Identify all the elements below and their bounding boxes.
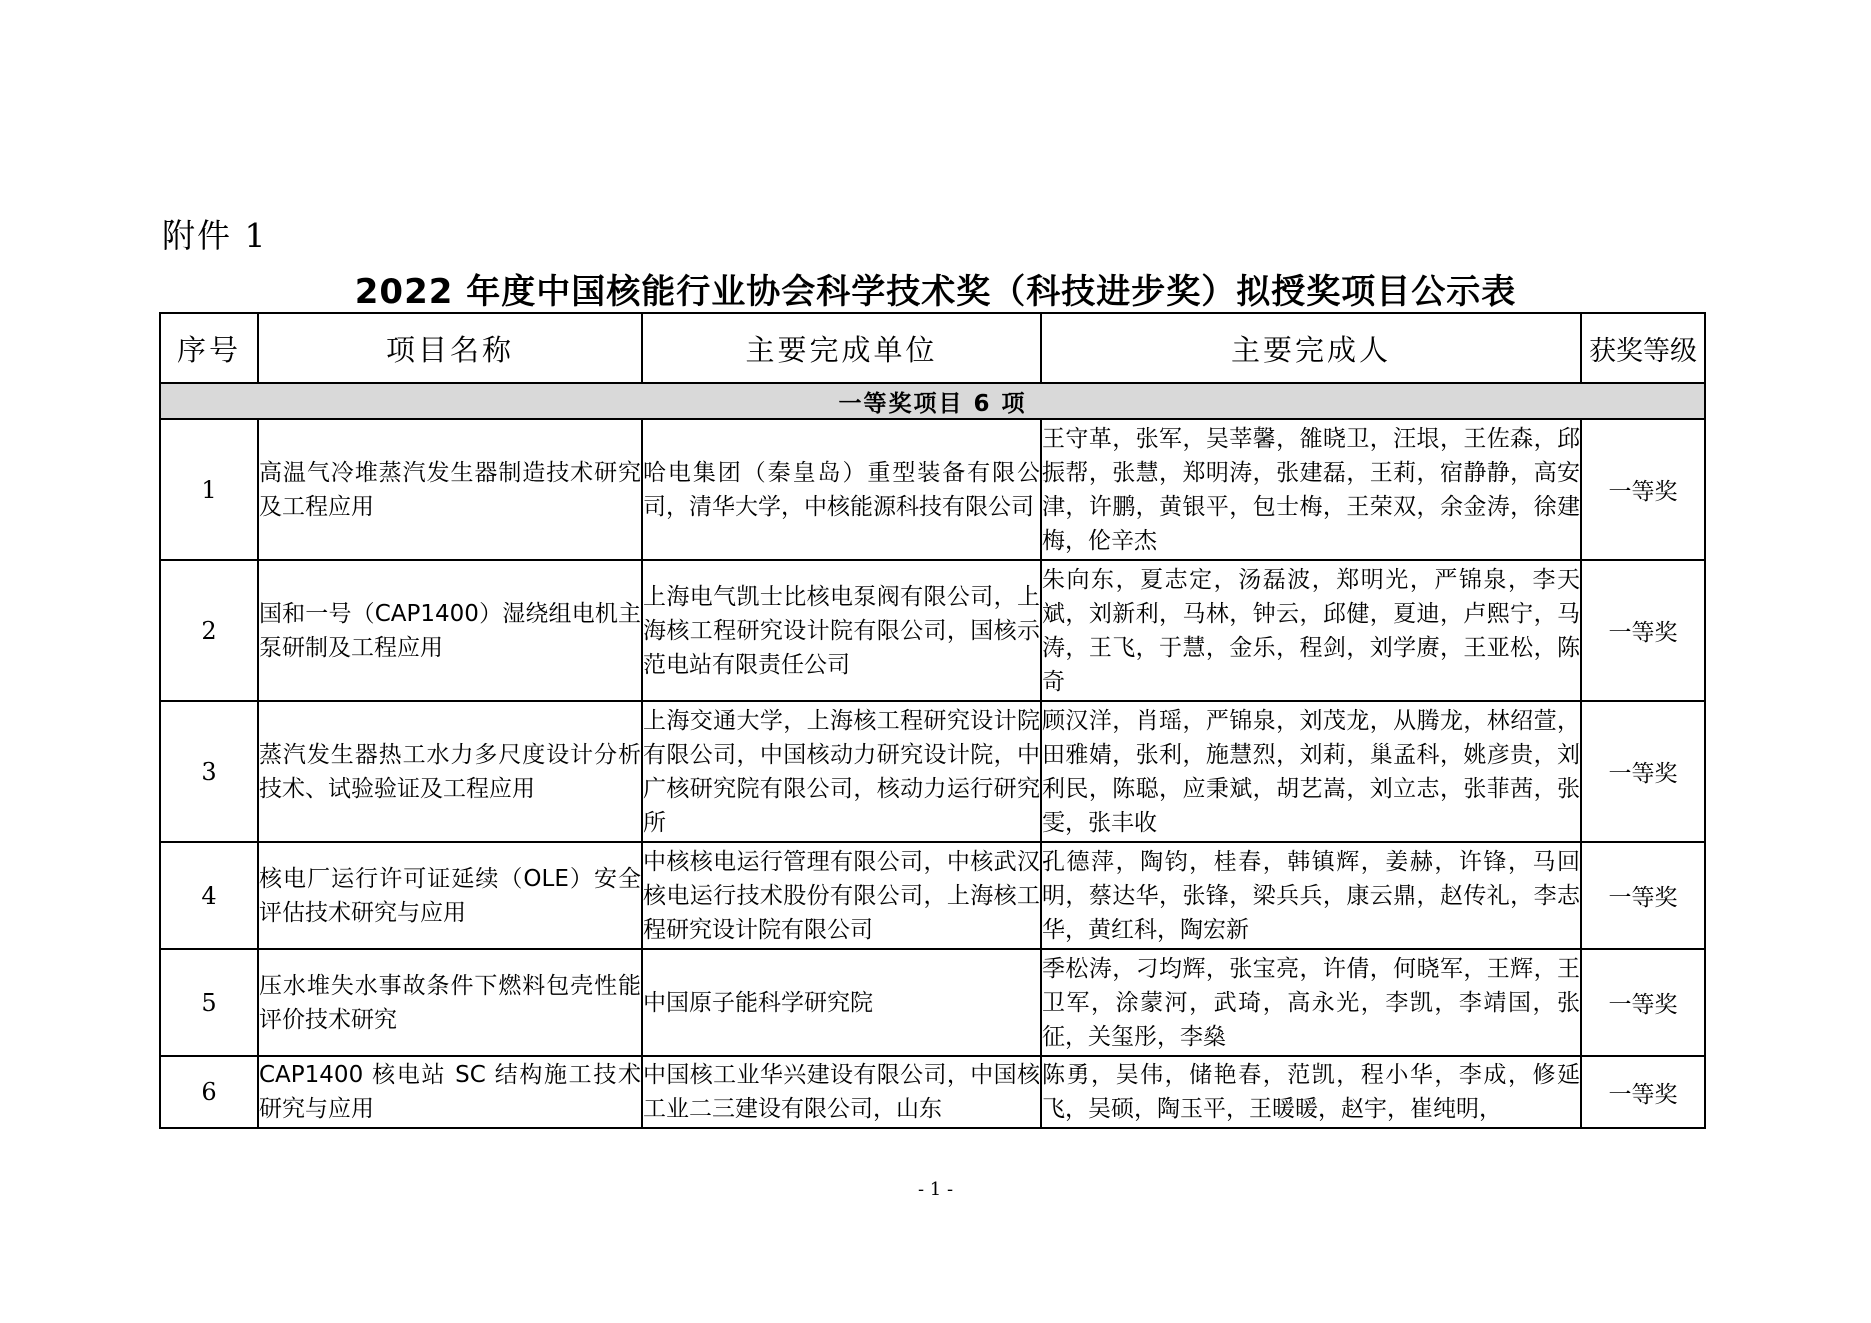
header-level: 获奖等级 [1581,313,1705,383]
row-people: 顾汉洋，肖瑶，严锦泉，刘茂龙，从腾龙，林绍萱，田雅婧，张利，施慧烈，刘莉，巢孟科，姚彦贵，刘利民，陈聪，应秉斌，胡艺嵩，刘立志，张菲茜，张雯，张丰收 [1041,701,1581,842]
row-project-name: 蒸汽发生器热工水力多尺度设计分析技术、试验验证及工程应用 [258,701,642,842]
row-award-level: 一等奖 [1581,560,1705,701]
section-label: 一等奖项目 6 项 [160,383,1705,419]
row-award-level: 一等奖 [1581,419,1705,560]
row-award-level: 一等奖 [1581,1056,1705,1128]
row-no: 3 [160,701,258,842]
row-units: 上海交通大学，上海核工程研究设计院有限公司，中国核动力研究设计院，中广核研究院有限公司，核动力运行研究所 [642,701,1041,842]
row-people: 朱向东，夏志定，汤磊波，郑明光，严锦泉，李天斌，刘新利，马林，钟云，邱健，夏迪，卢熙宁，马涛，王飞，于慧，金乐，程剑，刘学赓，王亚松，陈奇 [1041,560,1581,701]
page-number: - 1 - [917,1179,954,1200]
header-unit: 主要完成单位 [642,313,1041,383]
table-row [160,560,1705,701]
row-award-level: 一等奖 [1581,949,1705,1056]
row-units-text: 中国核工业华兴建设有限公司，中国核工业二三建设有限公司，山东 [643,1062,1040,1122]
row-project-name: 国和一号（CAP1400）湿绕组电机主泵研制及工程应用 [258,560,642,701]
row-award-level: 一等奖 [1581,701,1705,842]
row-units: 中国原子能科学研究院 [642,949,1041,1056]
row-people-text: 陈勇，吴伟，储艳春，范凯，程小华，李成，修延飞，吴硕，陶玉平，王暖暖，赵宇，崔纯明， [1042,1062,1580,1122]
table-row [160,701,1705,842]
award-table [159,312,1706,1129]
table-row [160,949,1705,1056]
document-title: 2022 年度中国核能行业协会科学技术奖（科技进步奖）拟授奖项目公示表 [354,272,1517,312]
row-people: 王守革，张军，吴莘馨，雒晓卫，汪垠，王佐森，邱振帮，张慧，郑明涛，张建磊，王莉，宿静静，高安津，许鹏，黄银平，包士梅，王荣双，余金涛，徐建梅，伦辛杰 [1041,419,1581,560]
row-units: 哈电集团（秦皇岛）重型装备有限公司，清华大学，中核能源科技有限公司 [642,419,1041,560]
row-units: 中核核电运行管理有限公司，中核武汉核电运行技术股份有限公司，上海核工程研究设计院有限公司 [642,842,1041,949]
table-row [160,842,1705,949]
table-row [160,419,1705,560]
table-header-row [160,313,1705,383]
row-units [642,1056,1041,1128]
row-no: 2 [160,560,258,701]
row-project-name: 高温气冷堆蒸汽发生器制造技术研究及工程应用 [258,419,642,560]
header-no: 序号 [160,313,258,383]
table-row [160,1056,1705,1128]
header-name: 项目名称 [258,313,642,383]
row-units: 上海电气凯士比核电泵阀有限公司，上海核工程研究设计院有限公司，国核示范电站有限责任公司 [642,560,1041,701]
row-no: 4 [160,842,258,949]
row-award-level: 一等奖 [1581,842,1705,949]
row-project-name: 核电厂运行许可证延续（OLE）安全评估技术研究与应用 [258,842,642,949]
row-people: 季松涛，刁均辉，张宝亮，许倩，何晓军，王辉，王卫军，涂蒙河，武琦，高永光，李凯，李靖国，张征，关玺彤，李燊 [1041,949,1581,1056]
row-people: 孔德萍，陶钧，桂春，韩镇辉，姜赫，许锋，马回明，蔡达华，张锋，梁兵兵，康云鼎，赵传礼，李志华，黄红科，陶宏新 [1041,842,1581,949]
row-no: 5 [160,949,258,1056]
row-project-name: 压水堆失水事故条件下燃料包壳性能评价技术研究 [258,949,642,1056]
header-people: 主要完成人 [1041,313,1581,383]
row-people [1041,1056,1581,1128]
section-row [160,383,1705,419]
row-no: 1 [160,419,258,560]
attachment-label: 附件 1 [162,216,268,255]
row-no: 6 [160,1056,258,1128]
row-project-name: CAP1400 核电站 SC 结构施工技术研究与应用 [258,1056,642,1128]
